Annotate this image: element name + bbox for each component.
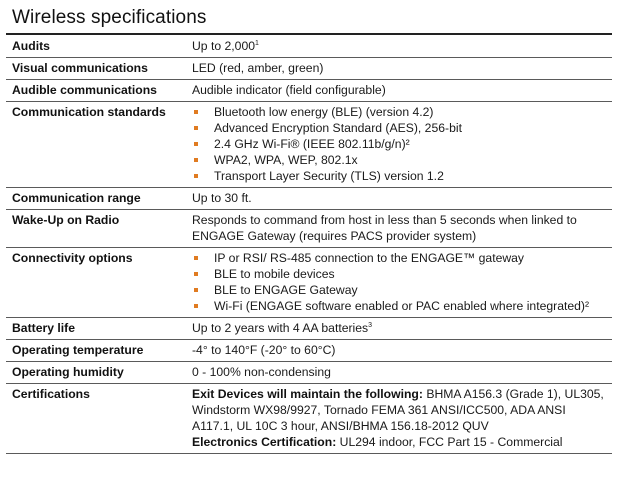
spec-label: Wake-Up on Radio <box>6 210 186 248</box>
spec-value: Responds to command from host in less than 5 seconds when linked to ENGAGE Gateway (requires PACS provider system) <box>186 210 612 248</box>
spec-label: Audible communications <box>6 80 186 102</box>
cert-heading-exit: Exit Devices will maintain the following: <box>192 387 423 401</box>
list-item: BLE to ENGAGE Gateway <box>192 282 606 298</box>
page-title: Wireless specifications <box>12 7 207 28</box>
spec-row-standards <box>6 102 612 188</box>
list-item: BLE to mobile devices <box>192 266 606 282</box>
list-item: Advanced Encryption Standard (AES), 256-bit <box>192 120 606 136</box>
spec-value: LED (red, amber, green) <box>186 58 612 80</box>
spec-label: Audits <box>6 35 186 58</box>
spec-value: -4° to 140°F (-20° to 60°C) <box>186 340 612 362</box>
spec-row-visual <box>6 58 612 80</box>
cert-heading-electronics: Electronics Certification: <box>192 435 337 449</box>
spec-label: Communication range <box>6 188 186 210</box>
bullet-list <box>192 104 606 184</box>
spec-label: Visual communications <box>6 58 186 80</box>
spec-row-connectivity <box>6 248 612 318</box>
list-item: Wi-Fi (ENGAGE software enabled or PAC enabled where integrated)² <box>192 298 606 314</box>
cert-text-electronics: UL294 indoor, FCC Part 15 - Commercial <box>336 435 563 449</box>
spec-value <box>186 384 612 454</box>
spec-value <box>186 248 612 318</box>
spec-row-optemp <box>6 340 612 362</box>
list-item: 2.4 GHz Wi-Fi® (IEEE 802.11b/g/n)² <box>192 136 606 152</box>
spec-value <box>186 35 612 58</box>
spec-label: Certifications <box>6 384 186 454</box>
spec-row-humidity <box>6 362 612 384</box>
spec-row-audits <box>6 35 612 58</box>
spec-value <box>186 318 612 340</box>
footnote-marker: 1 <box>255 40 259 47</box>
spec-value: 0 - 100% non-condensing <box>186 362 612 384</box>
bullet-list <box>192 250 606 314</box>
spec-value <box>186 102 612 188</box>
spec-row-audible <box>6 80 612 102</box>
spec-value-text: Up to 2 years with 4 AA batteries <box>192 321 369 335</box>
spec-table <box>6 35 612 454</box>
spec-label: Operating temperature <box>6 340 186 362</box>
spec-label: Communication standards <box>6 102 186 188</box>
spec-value: Up to 30 ft. <box>186 188 612 210</box>
spec-label: Battery life <box>6 318 186 340</box>
list-item: IP or RSI/ RS-485 connection to the ENGAGE™ gateway <box>192 250 606 266</box>
spec-row-wakeup <box>6 210 612 248</box>
spec-value-text: Up to 2,000 <box>192 39 256 53</box>
spec-row-range <box>6 188 612 210</box>
list-item: WPA2, WPA, WEP, 802.1x <box>192 152 606 168</box>
list-item: Transport Layer Security (TLS) version 1.2 <box>192 168 606 184</box>
list-item: Bluetooth low energy (BLE) (version 4.2) <box>192 104 606 120</box>
footnote-marker: 3 <box>368 322 373 329</box>
cert-text-exit: BHMA A156.3 (Grade 1), UL305, Windstorm WX98/9927, Tornado FEMA 361 ANSI/ICC500, ADA ANSI A117.1, UL 10C 3 hour, ANSI/BHMA 156.18-2012 QUV <box>192 387 604 433</box>
spec-row-certifications <box>6 384 612 454</box>
spec-value: Audible indicator (field configurable) <box>186 80 612 102</box>
spec-row-battery <box>6 318 612 340</box>
spec-label: Connectivity options <box>6 248 186 318</box>
spec-label: Operating humidity <box>6 362 186 384</box>
